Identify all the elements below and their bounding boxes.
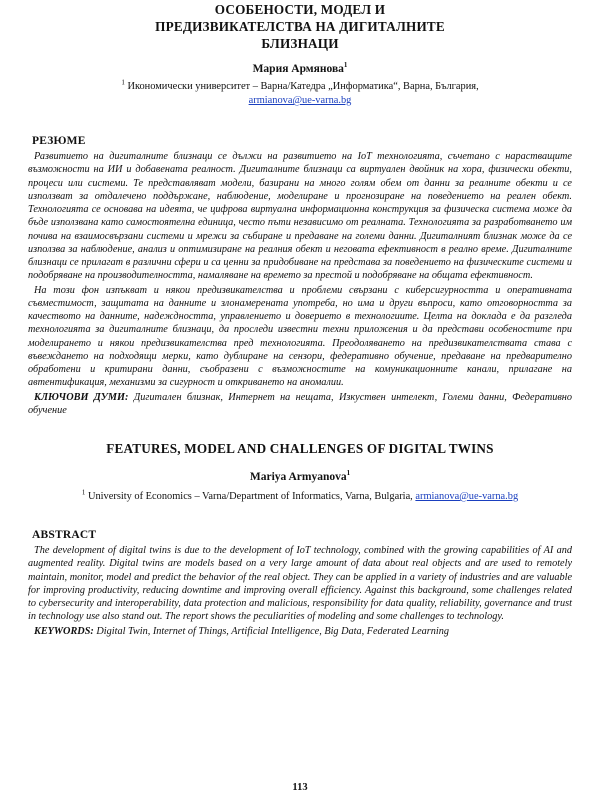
en-keywords-text: Digital Twin, Internet of Things, Artificial Intelligence, Big Data, Federated Learning: [96, 625, 450, 637]
en-affiliation: [28, 490, 572, 504]
bg-keywords-label: КЛЮЧОВИ ДУМИ:: [34, 391, 129, 403]
en-author-name: Mariya Armyanova: [249, 471, 347, 483]
en-author-sup: 1: [346, 469, 351, 478]
bg-abstract-paragraph-2: На този фон изпъкват и някои предизвикателства и проблеми свързани с киберсигурността и оперативната съвместимост, защитата на данните и злонамерената употреба, но има и други въпроси, като отговорността за качеството на данните, надеждността, управлението и доверието в технологиите. Целта на доклада е да разгледа технологията за дигиталните близнаци, да проследи известни техни приложения и да представи особеностите при моделирането и някои предизвикателства пред технологията. Преодоляването на предизвикателствата става с въвеждането на подходящи мерки, като дублиране на сензори, федеративно обучение, предаване на предварително обработени и критирани данни, съобразени с възможностите на комуникационните канали, прилагане на автентификация, механизми за сигурност и откриването на аномалии.: [28, 284, 572, 389]
bg-keywords: [28, 391, 572, 418]
bg-author-name: Мария Армянова: [252, 63, 344, 75]
en-keywords-label: KEYWORDS:: [34, 625, 94, 637]
bg-affiliation-sup: 1: [121, 78, 125, 87]
en-author: [28, 470, 572, 484]
bg-author-sup: 1: [343, 61, 348, 70]
bg-section: [28, 0, 572, 417]
bg-abstract-paragraph-1: Развитието на дигиталните близнаци се дължи на развитието на IoT технологията, съчетано с нарастващите възможности на ИИ и добавената реалност. Дигиталните близнаци са виртуален двойник на хора, физически обекти, процеси или системи. Те представляват модели, базирани на много голям обем от данни за реалните обекти и се използват за отдалечено поддържане, наблюдение, моделиране и прогнозиране на поведението на реален обект. Технологията се основава на идеята, че цифрова виртуална информационна конструкция за физическа система може да бъде използвана като самостоятелна единица, често пъти независимо от реалната. Технологията за разработването им почива на взаимосвързани системи и мрежи за събиране и предаване на големи данни. Дигиталният близнак може да се използва за наблюдение, анализ и оптимизиране на реалния обект и неговата ефективност в реално време. Дигиталните близнаци се прилагат в различни сфери и са ценни за придобиване на представа за поведението на физическите системи и подобряване на производителността, намаляване на времето за престой и подобряване на общата ефективност.: [28, 151, 572, 282]
en-affiliation-text: University of Economics – Varna/Department of Informatics, Varna, Bulgaria,: [87, 491, 413, 502]
bg-affiliation-text: Икономически университет – Варна/Катедра „Информатика“, Варна, България,: [127, 81, 479, 92]
en-abstract-heading: ABSTRACT: [32, 529, 97, 541]
bg-title: ОСОБЕНОСТИ, МОДЕЛ И ПРЕДИЗВИКАТЕЛСТВА НА ДИГИТАЛНИТЕ БЛИЗНАЦИ: [155, 2, 445, 51]
bg-affiliation: [28, 80, 572, 108]
en-abstract-paragraph: The development of digital twins is due to the development of IoT technology, combined with the growing capabilities of AI and augmented reality. Digital twins are models based on a very large amount of data about real objects and are used to remotely maintain, monitor, model and predict the behavior of the real object. They can be applied in a variety of industries and are valuable for improving productivity, reducing downtime and improving overall efficiency. Against this background, some challenges related to cybersecurity and interoperability, data protection and malicious, responsibility for data quality, reliability, governance and trust in technology use also stand out. The report shows the peculiarities of modeling and some challenges to technology.: [28, 545, 572, 623]
bg-abstract-heading: РЕЗЮМЕ: [32, 135, 86, 147]
bg-author: [28, 62, 572, 76]
en-email-link[interactable]: armianova@ue-varna.bg: [415, 491, 519, 502]
page-number: 113: [292, 782, 308, 793]
en-section: [28, 439, 572, 638]
en-keywords: [28, 625, 572, 638]
bg-keywords-text: Дигитален близнак, Интернет на нещата, Изкуствен интелект, Големи данни, Федеративно обучение: [28, 391, 573, 416]
en-affiliation-sup: 1: [81, 488, 86, 497]
en-title: FEATURES, MODEL AND CHALLENGES OF DIGITAL TWINS: [106, 441, 494, 456]
bg-email-link[interactable]: armianova@ue-varna.bg: [248, 95, 352, 106]
paper-page: [28, 0, 572, 800]
